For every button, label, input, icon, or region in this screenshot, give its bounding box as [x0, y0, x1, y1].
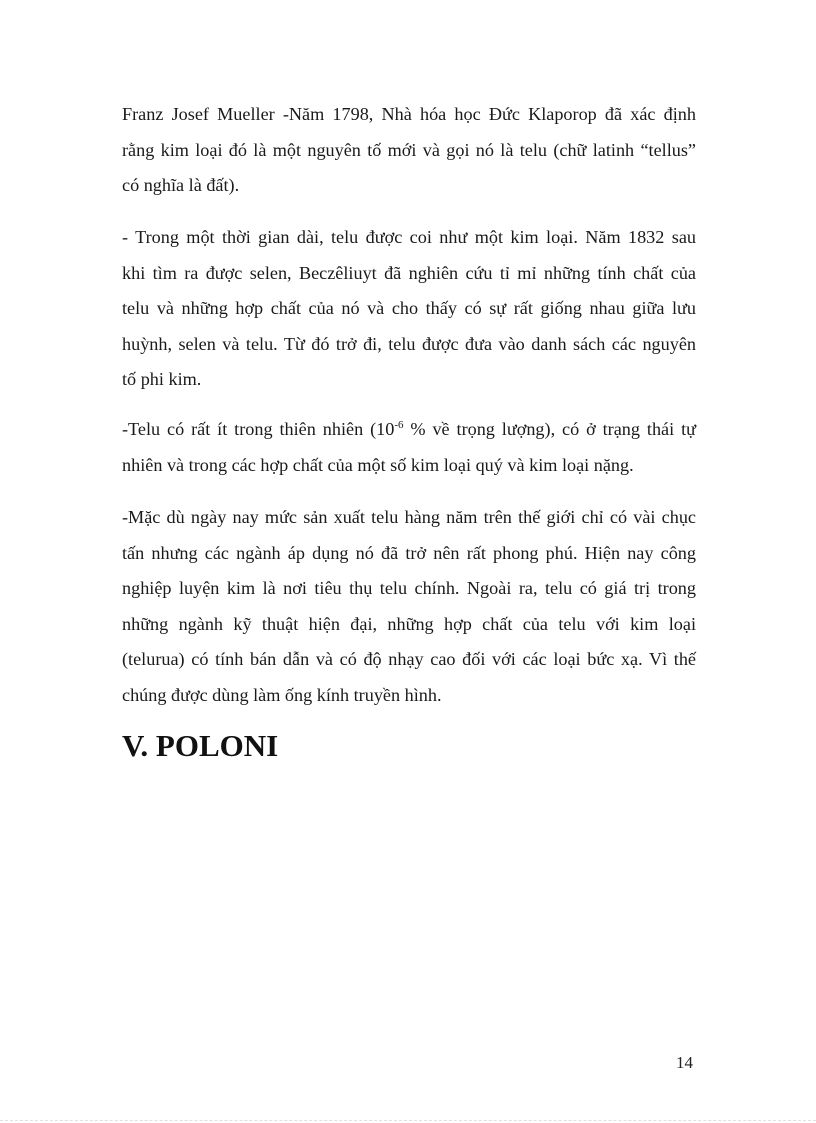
text-line: nhiên và trong các hợp chất của một số kim loại quý và kim loại nặng. — [122, 454, 634, 475]
text-line: khi tìm ra được selen, Beczêliuyt đã nghiên cứu tỉ mỉ những tính chất của — [122, 262, 696, 283]
page-bottom-divider — [0, 1120, 816, 1121]
text-line: những ngành kỹ thuật hiện đại, những hợp chất của telu với kim loại — [122, 613, 696, 634]
text-line: tố phi kim. — [122, 369, 202, 389]
superscript-exponent: -6 — [394, 419, 404, 431]
text-line: nghiệp luyện kim là nơi tiêu thụ telu chính. Ngoài ra, telu có giá trị trong — [122, 578, 696, 598]
text-line — [122, 412, 696, 448]
paragraph-3 — [122, 412, 696, 483]
paragraph-2 — [122, 220, 696, 398]
text-line: telu và những hợp chất của nó và cho thấy có sự rất giống nhau giữa lưu — [122, 298, 696, 318]
page-number: 14 — [676, 1053, 693, 1072]
text-fragment: -Telu có rất ít trong thiên nhiên (10 — [122, 419, 395, 439]
text-line: chúng được dùng làm ống kính truyền hình. — [122, 684, 442, 705]
text-line: -Mặc dù ngày nay mức sản xuất telu hàng năm trên thế giới chỉ có vài chục — [122, 507, 696, 527]
section-heading: V. POLONI — [122, 728, 279, 763]
paragraph-1 — [122, 97, 696, 204]
paragraph-4 — [122, 500, 696, 713]
text-line: Franz Josef Mueller -Năm 1798, Nhà hóa học Đức Klaporop đã xác định — [122, 104, 696, 124]
text-line: rằng kim loại đó là một nguyên tố mới và gọi nó là telu (chữ latinh “tellus” — [122, 139, 696, 160]
text-line: huỳnh, selen và telu. Từ đó trở đi, telu được đưa vào danh sách các nguyên — [122, 333, 696, 354]
text-line: tấn nhưng các ngành áp dụng nó đã trở nên rất phong phú. Hiện nay công — [122, 542, 696, 563]
text-fragment: % về trọng lượng), có ở trạng thái tự — [403, 419, 696, 439]
text-line: có nghĩa là đất). — [122, 175, 240, 195]
text-line: - Trong một thời gian dài, telu được coi như một kim loại. Năm 1832 sau — [122, 227, 696, 247]
text-line: (telurua) có tính bán dẫn và có độ nhạy cao đối với các loại bức xạ. Vì thế — [122, 649, 696, 669]
